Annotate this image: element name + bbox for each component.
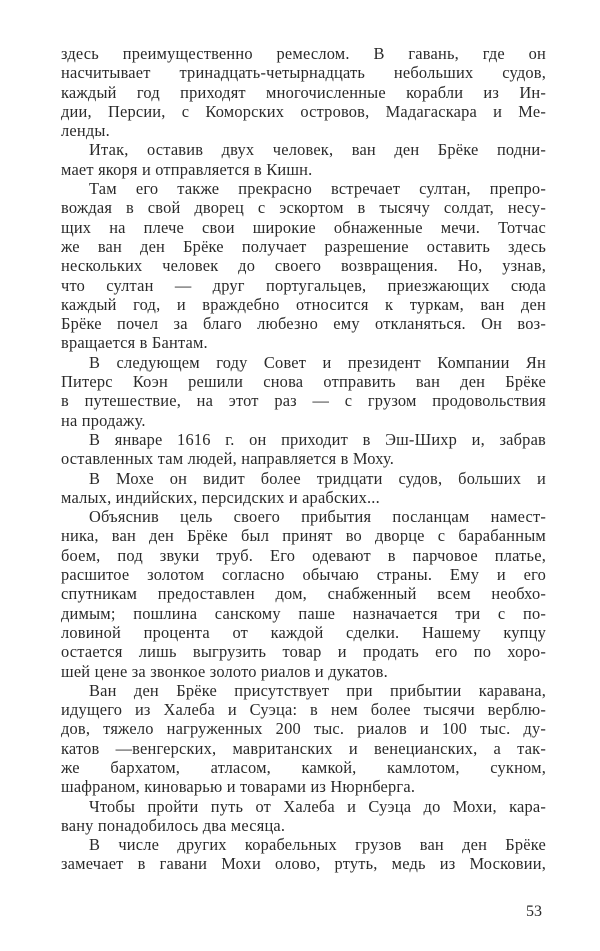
text-line: же ван ден Брёке получает разрешение оставить здесь xyxy=(61,236,546,256)
text-line: Объяснив цель своего прибытия посланцам намест- xyxy=(89,507,546,527)
text-line: В следующем году Совет и президент Компании Ян xyxy=(89,352,546,372)
text-line: Итак, оставив двух человек, ван ден Брёке подни- xyxy=(89,140,546,160)
text-line: спутникам предоставлен дом, снабженный всем необхо- xyxy=(61,584,546,604)
paragraph xyxy=(61,140,546,179)
book-page-text xyxy=(61,44,546,874)
text-line: вождая в свой дворец с эскортом в тысячу солдат, несу- xyxy=(61,198,546,218)
text-line: оставленных там людей, направляется в Моху. xyxy=(61,449,395,469)
text-line: В январе 1616 г. он приходит в Эш-Шихр и, забрав xyxy=(89,429,546,449)
paragraph xyxy=(61,44,546,140)
text-line: шафраном, киноварью и товарами из Нюрнберга. xyxy=(61,777,416,797)
text-line: здесь преимущественно ремеслом. В гавань, где он xyxy=(61,44,546,63)
paragraph xyxy=(61,353,546,430)
text-line: катов —венгерских, мавританских и венецианских, а так- xyxy=(61,738,546,758)
paragraph xyxy=(61,179,546,353)
page-number: 53 xyxy=(526,903,542,920)
text-line: мает якоря и отправляется в Кишн. xyxy=(61,159,313,179)
text-line: каждый год, и враждебно относится к туркам, ван ден xyxy=(61,294,546,314)
text-line: дов, тяжело нагруженных 200 тыс. риалов и 100 тыс. ду- xyxy=(61,719,546,739)
text-line: на продажу. xyxy=(61,410,146,430)
text-line: нескольких человек до своего возвращения. Но, узнав, xyxy=(61,256,546,276)
paragraph xyxy=(61,469,546,508)
text-line: шей цене за звонкое золото риалов и дукатов. xyxy=(61,661,388,681)
text-line: в путешествие, на этот раз — с грузом продовольствия xyxy=(61,391,546,411)
text-line: идущего из Халеба и Суэца: в нем более тысячи верблю- xyxy=(61,700,546,720)
text-line: щих на плече свои широкие обнаженные мечи. Тотчас xyxy=(61,217,546,237)
text-line: димым; пошлина санскому паше назначается три с по- xyxy=(61,603,546,623)
text-line: замечает в гавани Мохи олово, ртуть, медь из Московии, xyxy=(61,854,546,874)
paragraph xyxy=(61,835,546,874)
text-line: Там его также прекрасно встречает султан, препро- xyxy=(89,179,546,199)
text-line: каждый год приходят многочисленные корабли из Ин- xyxy=(61,82,546,102)
text-line: Питерс Коэн решили снова отправить ван ден Брёке xyxy=(61,372,546,392)
text-line: что султан — друг португальцев, приезжающих сюда xyxy=(61,275,546,295)
text-line: ника, ван ден Брёке был принят во дворце с барабанным xyxy=(61,526,546,546)
paragraph xyxy=(61,430,546,469)
text-line: насчитывает тринадцать-четырнадцать небольших судов, xyxy=(61,63,546,83)
text-line: Ван ден Брёке присутствует при прибытии каравана, xyxy=(89,680,546,700)
text-line: же бархатом, атласом, камкой, камлотом, сукном, xyxy=(61,757,546,777)
paragraph xyxy=(61,681,546,797)
paragraph xyxy=(61,507,546,681)
text-line: Чтобы пройти путь от Халеба и Суэца до Мохи, кара- xyxy=(89,796,546,816)
text-line: В числе других корабельных грузов ван ден Брёке xyxy=(89,835,546,855)
text-line: дии, Персии, с Коморских островов, Мадагаскара и Ме- xyxy=(61,101,546,121)
text-line: расшитое золотом согласно обычаю страны. Ему и его xyxy=(61,565,546,585)
paragraph xyxy=(61,797,546,836)
text-line: В Мохе он видит более тридцати судов, больших и xyxy=(89,468,546,488)
text-line: остается лишь выгрузить товар и продать его по хоро- xyxy=(61,642,546,662)
text-line: ленды. xyxy=(61,121,110,141)
text-line: ловиной процента от каждой сделки. Нашему купцу xyxy=(61,622,546,642)
text-line: вращается в Бантам. xyxy=(61,333,208,353)
text-line: малых, индийских, персидских и арабских... xyxy=(61,487,380,507)
text-line: вану понадобилось два месяца. xyxy=(61,815,286,835)
text-line: боем, под звуки труб. Его одевают в парчовое платье, xyxy=(61,545,546,565)
text-line: Брёке почел за благо любезно ему откланяться. Он воз- xyxy=(61,314,546,334)
